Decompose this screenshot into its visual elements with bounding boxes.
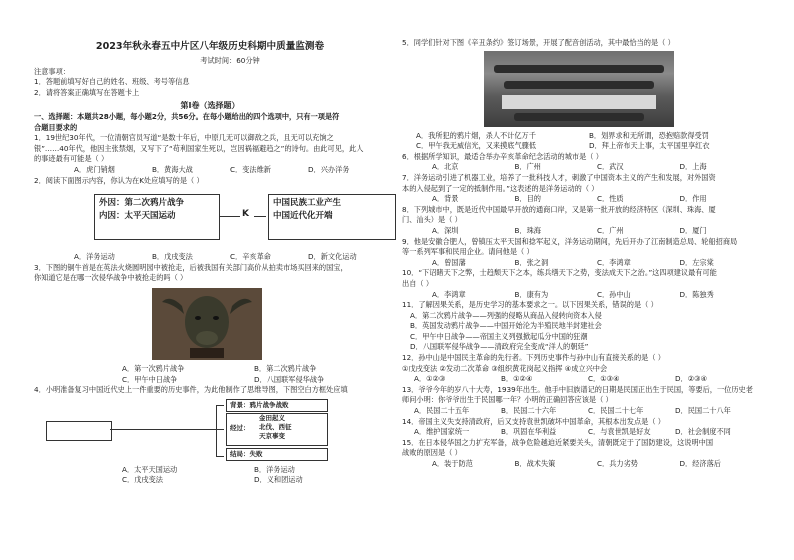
q12-options [402,374,762,385]
q8-line-2: 门、汕头）是（ ） [402,215,462,225]
q11-stem: 11．了解因果关系，是历史学习的基本要求之一。以下因果关系，错误的是（ ） [402,300,658,310]
q2-option-a[interactable]: A．洋务运动 [74,252,115,262]
q4-process-box [226,413,328,446]
q4-process-label: 经过： [230,423,250,432]
q11-option-b[interactable]: B．英国发动鸦片战争——中国开始沦为半殖民地半封建社会 [410,321,602,331]
q13-option-b[interactable]: B．民国二十六年 [501,406,557,416]
q3-options-row-1 [34,364,386,375]
q4-connector [110,429,216,430]
q14-options [402,427,762,438]
q8-option-d[interactable]: D．厦门 [679,225,707,235]
q3-line-1: 3．下图的铜牛首是在英法火烧圆明园中被抢走，后被我国有关部门高价从拍卖市场买回来的国宝， [34,262,348,272]
q12-option-a[interactable]: A．①②③ [414,374,446,384]
q4-stem: 4．小明准备复习中国近代史上一件重要的历史事件，为此他制作了思维导图，下图空白方框处应填 [34,385,348,395]
ox-head-icon [152,288,262,360]
q6-option-a[interactable]: A．北京 [432,162,459,172]
q10-line-1: 10．“下诏睹天下之弊，士趋颓天下之本，练兵缮天下之势，变法成天下之治。”这四项建议最有可能 [402,268,717,278]
q4-tick-2 [216,429,224,430]
q9-option-a[interactable]: A．曾国藩 [432,257,466,267]
q4-tick-3 [216,456,224,457]
q10-option-c[interactable]: C．孙中山 [597,289,631,299]
q2-box-right [268,194,396,240]
q10-option-a[interactable]: A．李鸿章 [432,289,466,299]
q2-diagram [64,190,386,246]
q2-stem: 2．阅读下面图示内容，你认为在K处应填写的是（ ） [34,175,204,185]
q11-option-a[interactable]: A．第二次鸦片战争——列强的侵略从商品入侵转向资本入侵 [410,310,602,320]
q4-option-b[interactable]: B．洋务运动 [254,464,295,474]
photo-people-back [494,65,664,73]
exam-title: 2023年秋永春五中片区八年级历史科期中质量监测卷 [95,41,325,52]
section-heading-2: 合题目要求的 [34,122,78,132]
q2-result-1: 中国民族工业产生 [273,198,342,209]
q14-option-d[interactable]: D．社会制度不同 [675,427,731,437]
q15-option-d[interactable]: D．经济落后 [679,459,721,468]
q5-stem: 5．同学们针对下图《辛丑条约》签订场景，开展了配音创活动，其中最恰当的是（ ） [402,38,675,47]
q11-option-d[interactable]: D．八国联军侵华战争——清政府完全变成“洋人的朝廷” [410,342,589,352]
q2-result-2: 中国近代化开端 [273,211,333,222]
q5-option-c[interactable]: C．甲午我无威信光，又来摸底气骤低 [416,141,537,151]
q1-option-a[interactable]: A．虎门销烟 [74,164,115,174]
q10-options [402,290,762,301]
q1-line-2: 银”……40年代，他因主张禁烟，又写下了“苟利国家生死以，岂因祸福避趋之”的诗句。由此可见，此人 [34,143,364,153]
q2-option-c[interactable]: C．辛亥革命 [230,252,271,262]
q8-line-1: 8．下列城市中，既是近代中国最早开放的通商口岸，又是第一批开放的经济特区（深圳、珠海、厦 [402,204,716,214]
q15-option-c[interactable]: C．兵力劣势 [597,459,638,468]
exam-time: 考试时间：60分钟 [200,56,260,65]
q1-option-b[interactable]: B．黄海大战 [152,164,193,174]
q6-option-b[interactable]: B．广州 [514,162,541,172]
q13-option-a[interactable]: A．民国二十五年 [414,406,470,416]
q2-arrow-left [220,216,240,217]
q5-options-row-2 [402,141,762,152]
q15-line-1: 15．在日本侵华国之力扩充军备，战争危险越迫近紧要关头，清朝既定于了国防建设，这说明中国 [402,437,714,447]
q12-events: ①戊戌变法 ②发动二次革命 ③组织黄花岗起义指挥 ④成立兴中会 [402,363,608,373]
q7-line-1: 7．洋务运动引进了机器工业，培养了一批科技人才，刺激了中国资本主义的产生和发展，对外国资 [402,172,716,182]
q6-option-d[interactable]: D．上海 [679,162,707,172]
q12-option-d[interactable]: D．②③④ [675,374,708,384]
q4-process-2: 北伐、西征 [259,422,292,431]
q7-options [402,194,762,205]
section-heading-1: 一、选择题：本题共28小题，每小题2分，共56分。在每小题给出的四个选项中，只有一项是符 [34,111,340,121]
q4-options-row-2 [34,475,386,486]
q7-option-d[interactable]: D．作用 [679,194,707,204]
q13-line-2: 师问小明：你爷爷出生于民国哪一年？小明的正确回答应该是（ ） [402,395,613,405]
q5-option-a[interactable]: A．我所犯的鸦片烟，杀人不计亿万千 [416,130,536,140]
q4-blank-box[interactable] [46,421,112,441]
q2-external-cause: 外因：第二次鸦片战争 [99,198,185,209]
q4-result: 结局：失败 [226,448,328,461]
q8-option-c[interactable]: C．广州 [597,225,624,235]
q3-line-2: 你知道它是在哪一次侵华战争中被抢走的吗（ ） [34,273,188,283]
q4-options-row-1 [34,465,386,476]
q9-line-2: 等一系列军事和民用企业。请问他是（ ） [402,247,534,257]
q2-k-label: K [242,209,249,220]
q4-option-c[interactable]: C．戊戌变法 [122,475,163,485]
q3-option-d[interactable]: D．八国联军侵华战争 [254,374,325,384]
q8-option-a[interactable]: A．深圳 [432,225,459,235]
q9-option-d[interactable]: D．左宗棠 [679,257,714,267]
q8-option-b[interactable]: B．珠海 [514,225,541,235]
q5-option-b[interactable]: B．划界求和无所谓，恐抱赔款得受罚 [589,130,709,140]
q12-option-c[interactable]: C．①③④ [588,374,620,384]
q9-options [402,258,762,269]
q3-option-a[interactable]: A．第一次鸦片战争 [122,363,185,373]
q4-option-d[interactable]: D．义和团运动 [254,475,303,485]
q7-option-b[interactable]: B．目的 [514,194,541,204]
q4-background: 背景：鸦片战争战败 [226,399,328,412]
q1-option-c[interactable]: C．变法维新 [230,164,271,174]
q13-options [402,406,762,417]
q13-option-d[interactable]: D．民国二十八年 [675,406,731,416]
q7-line-2: 本的入侵起到了一定的抵制作用。”这表述的是洋务运动的（ ） [402,183,599,193]
q14-option-c[interactable]: C．与袁世凯是好友 [588,427,651,437]
q2-internal-cause: 内因：太平天国运动 [99,211,176,222]
part-title: 第Ⅰ卷（选择题） [180,101,240,111]
q4-option-a[interactable]: A．太平天国运动 [122,464,178,474]
q12-stem: 12．孙中山是中国民主革命的先行者。下列历史事件与孙中山有直接关系的是（ ） [402,353,665,363]
q6-stem: 6．根据所学知识，最适合举办辛亥革命纪念活动的城市是（ ） [402,151,603,161]
q15-option-b[interactable]: B．战术失策 [514,459,556,468]
q9-option-c[interactable]: C．李鸿章 [597,257,631,267]
q2-option-d[interactable]: D．新文化运动 [308,252,357,262]
q10-option-b[interactable]: B．康有为 [514,289,549,299]
q15-option-a[interactable]: A．装于防范 [432,459,473,468]
q2-option-b[interactable]: B．戊戌变法 [152,252,193,262]
q11-option-c[interactable]: C．甲午中日战争——帝国主义列强掀起瓜分中国的狂潮 [410,331,588,341]
q12-option-b[interactable]: B．①②④ [501,374,533,384]
q9-option-b[interactable]: B．张之洞 [514,257,549,267]
photo-people-middle [504,81,654,89]
treaty-signing-photo [484,51,674,127]
note-2: 2．请将答案正确填写在答题卡上 [34,87,140,97]
q15-options [402,459,762,470]
left-column [34,56,386,486]
q10-option-d[interactable]: D．陈独秀 [679,289,714,299]
q4-process-3: 天京事变 [259,431,285,440]
q3-option-b[interactable]: B．第二次鸦片战争 [254,363,317,373]
q9-line-1: 9．他是安徽合肥人，曾镇压太平天国和捻军起义，洋务运动期间，先后开办了江南制造总局、轮船招商局 [402,236,738,246]
q1-line-1: 1．19世纪30年代，一位清朝官员写道“是数十年后，中原几无可以御敌之兵，且无可以充饷之 [34,133,334,143]
q2-box-left [94,194,220,240]
q5-options-row-1 [402,131,762,142]
q4-tick-1 [216,405,224,406]
q4-process-1: 金田起义 [259,413,285,422]
q15-line-2: 战败的原因是（ ） [402,448,462,458]
q14-option-a[interactable]: A．维护国家统一 [414,427,470,437]
photo-table [502,95,656,109]
right-column [402,38,762,470]
q5-option-d[interactable]: D．拜上帝布天上事，太平国里享红衣 [589,141,710,151]
q13-line-1: 13．爷爷今年的岁八十大寿，1939年出生。他手中旧族谱记的日期是民国正出生于民国，等要后，一位历史老 [402,384,753,394]
q4-bracket [216,405,217,457]
bronze-ox-head-image [152,288,262,360]
q1-line-3: 的事迹最有可能是（ ） [34,154,109,164]
q10-line-2: 出自（ ） [402,278,434,288]
q6-option-c[interactable]: C．武汉 [597,162,624,172]
note-1: 1．答题前填写好自己的姓名、班级、考号等信息 [34,77,190,87]
q2-arrow-right [254,216,266,217]
q3-options-row-2 [34,375,386,386]
q13-option-c[interactable]: C．民国二十七年 [588,406,644,416]
q14-stem: 14．帝国主义失支持清政府，后又支持袁世凯破坏中国革命，其根本出发点是（ ） [402,416,665,426]
q1-options [34,165,386,176]
q1-option-d[interactable]: D．兴办洋务 [308,164,350,174]
q4-mind-map [34,399,386,461]
q2-options [34,252,386,263]
q7-option-c[interactable]: C．性质 [597,194,624,204]
q3-option-c[interactable]: C．甲午中日战争 [122,374,178,384]
q8-options [402,226,762,237]
photo-people-front [514,113,644,121]
q6-options [402,162,762,173]
q7-option-a[interactable]: A．背景 [432,194,459,204]
notes-heading: 注意事项： [34,66,70,76]
q14-option-b[interactable]: B．巩固在华利益 [501,427,557,437]
